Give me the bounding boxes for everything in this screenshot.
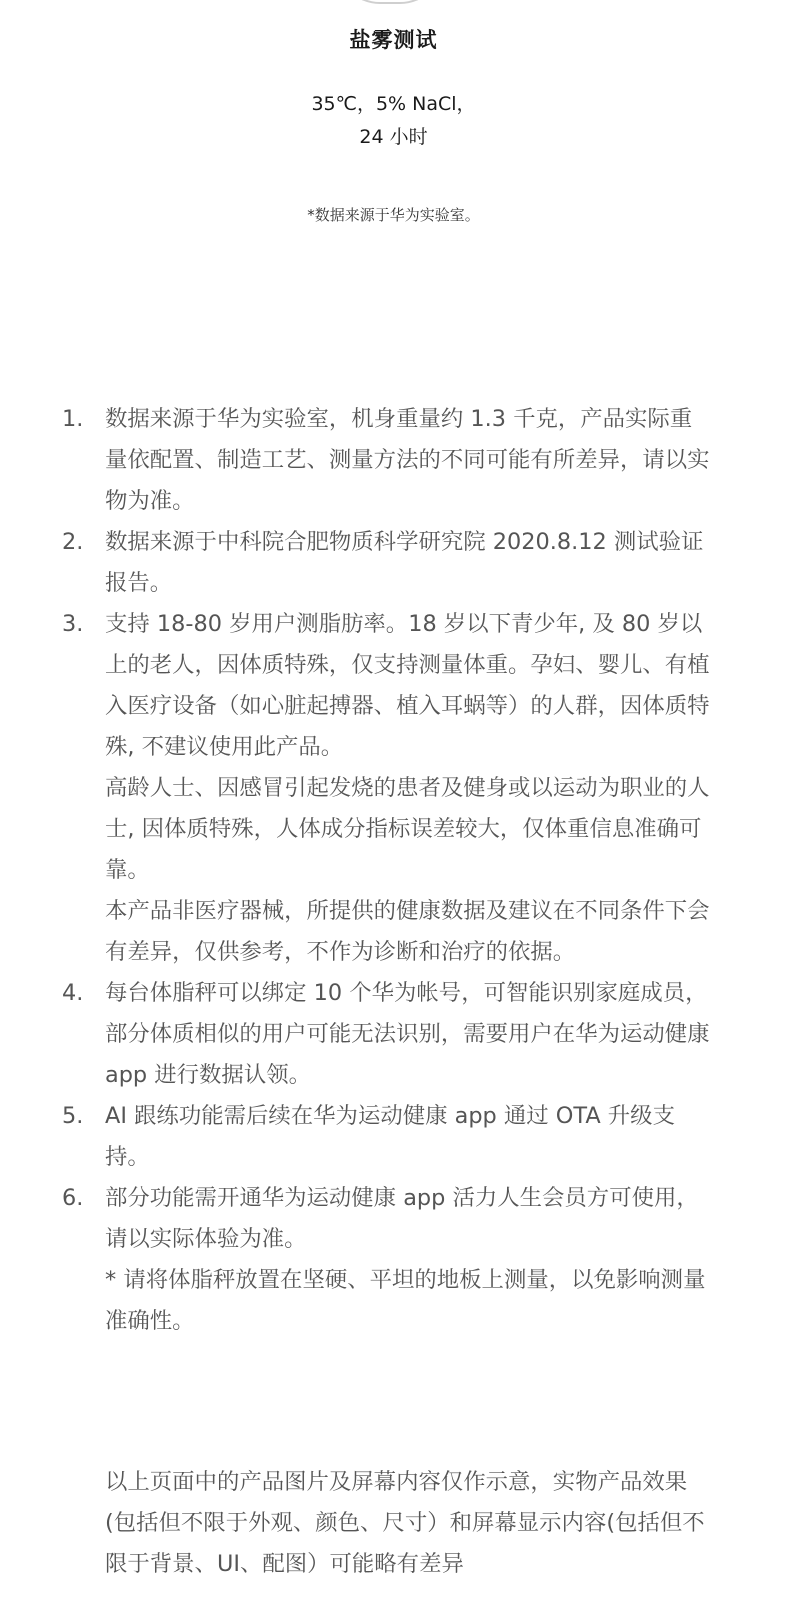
footnote-text: 本产品非医疗器械，所提供的健康数据及建议在不同条件下会有差异，仅供参考，不作为诊断和治疗的依据。 bbox=[105, 898, 710, 965]
footnote-text: AI 跟练功能需后续在华为运动健康 app 通过 OTA 升级支持。 bbox=[105, 1103, 675, 1170]
footnotes-list bbox=[62, 399, 712, 1342]
footnote-item bbox=[62, 973, 712, 1096]
footnote-text: 每台体脂秤可以绑定 10 个华为帐号，可智能识别家庭成员，部分体质相似的用户可能无法识别，需要用户在华为运动健康 app 进行数据认领。 bbox=[105, 980, 710, 1088]
footnote-item bbox=[62, 399, 712, 522]
footnote-item bbox=[62, 1096, 712, 1178]
data-source-note: *数据来源于华为实验室。 bbox=[307, 206, 480, 224]
footnote-text: 部分功能需开通华为运动健康 app 活力人生会员方可使用，请以实际体验为准。 bbox=[105, 1185, 699, 1252]
footnote-text: * 请将体脂秤放置在坚硬、平坦的地板上测量，以免影响测量准确性。 bbox=[105, 1267, 706, 1334]
footnote-text: 支持 18-80 岁用户测脂肪率。18 岁以下青少年, 及 80 岁以上的老人，因体质特殊，仅支持测量体重。孕妇、婴儿、有植入医疗设备（如心脏起搏器、植入耳蜗等）的人群，因体质特殊, 不建议使用此产品。 bbox=[105, 611, 710, 760]
footnote-number: 5. bbox=[62, 1103, 84, 1129]
product-image-edge bbox=[336, 0, 444, 4]
disclaimer-text: 以上页面中的产品图片及屏幕内容仅作示意，实物产品效果(包括但不限于外观、颜色、尺寸）和屏幕显示内容(包括但不限于背景、UI、配图）可能略有差异 bbox=[105, 1469, 705, 1577]
footnote-item bbox=[62, 604, 712, 973]
test-condition-line: 35℃，5% NaCl， bbox=[311, 93, 476, 115]
test-title: 盐雾测试 bbox=[349, 28, 438, 52]
footnote-number: 1. bbox=[62, 406, 84, 432]
footnote-text: 数据来源于华为实验室，机身重量约 1.3 千克，产品实际重量依配置、制造工艺、测量方法的不同可能有所差异，请以实物为准。 bbox=[105, 406, 710, 514]
footnote-item bbox=[62, 522, 712, 604]
footnote-number: 4. bbox=[62, 980, 84, 1006]
test-condition-line: 24 小时 bbox=[359, 126, 428, 148]
footnote-text: 数据来源于中科院合肥物质科学研究院 2020.8.12 测试验证报告。 bbox=[105, 529, 704, 596]
footnote-text: 高龄人士、因感冒引起发烧的患者及健身或以运动为职业的人士, 因体质特殊，人体成分指标误差较大，仅体重信息准确可靠。 bbox=[105, 775, 710, 883]
footnote-number: 6. bbox=[62, 1185, 84, 1211]
footnote-item bbox=[62, 1178, 712, 1342]
footnote-number: 2. bbox=[62, 529, 84, 555]
test-conditions bbox=[0, 88, 787, 154]
footnote-number: 3. bbox=[62, 611, 84, 637]
